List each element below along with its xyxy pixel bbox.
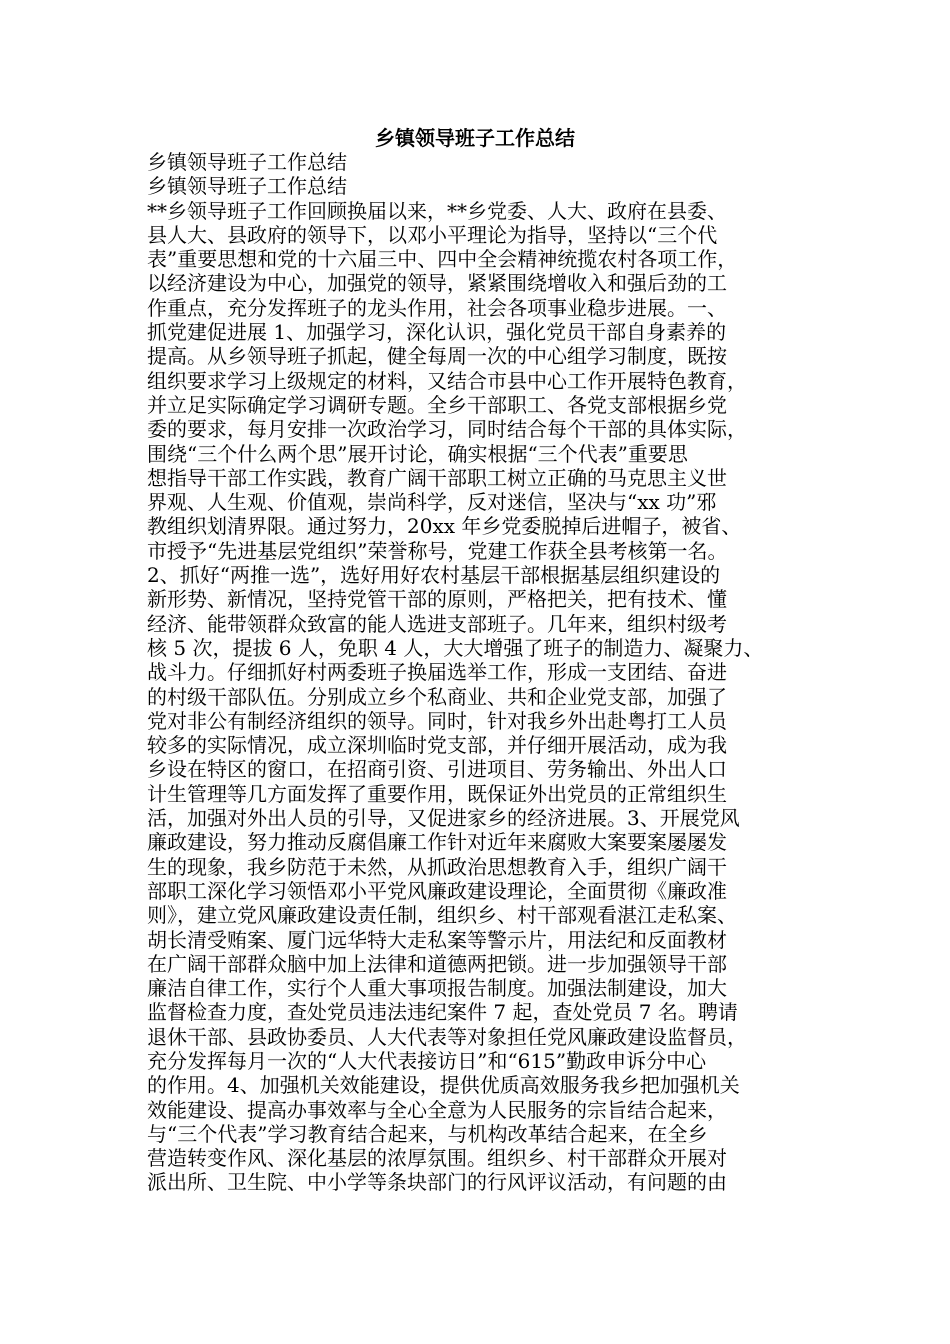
text-line: 县人大、县政府的领导下，以邓小平理论为指导，坚持以“三个代 [147,222,718,247]
text-line: 乡镇领导班子工作总结 [147,150,347,174]
text-line: 派出所、卫生院、中小学等条块部门的行风评议活动，有问题的由 [147,1170,727,1195]
text-line: 核 5 次，提拔 6 人，免职 4 人，大大增强了班子的制造力、凝聚力、 [147,635,764,660]
text-line: 效能建设、提高办事效率与全心全意为人民服务的宗旨结合起来， [147,1097,727,1122]
text-line: 提高。从乡领导班子抓起，健全每周一次的中心组学习制度，既按 [147,344,727,369]
text-line: 作重点，充分发挥班子的龙头作用，社会各项事业稳步进展。一、 [147,295,727,320]
text-line: 战斗力。仔细抓好村两委班子换届选举工作，形成一支团结、奋进 [147,660,727,685]
text-line: 围绕“三个什么两个思”展开讨论，确实根据“三个代表”重要思 [147,441,688,466]
text-line: 委的要求，每月安排一次政治学习，同时结合每个干部的具体实际， [147,417,747,442]
text-line: 充分发挥每月一次的“人大代表接访日”和“615”勤政申诉分中心 [147,1048,707,1073]
text-line: 经济、能带领群众致富的能人选进支部班子。几年来，组织村级考 [147,611,727,636]
text-line: 教组织划清界限。通过努力，20xx 年乡党委脱掉后进帽子，被省、 [147,514,742,539]
text-line: 新形势、新情况，坚持党管干部的原则，严格把关，把有技术、懂 [147,587,727,612]
text-line: 想指导干部工作实践，教育广阔干部职工树立正确的马克思主义世 [147,465,727,490]
text-line: 与“三个代表”学习教育结合起来，与机构改革结合起来，在全乡 [147,1121,708,1146]
text-line: 廉洁自律工作，实行个人重大事项报告制度。加强法制建设，加大 [147,976,727,1001]
text-line: 活，加强对外出人员的引导，又促进家乡的经济进展。3、开展党风 [147,806,740,831]
text-line: 的村级干部队伍。分别成立乡个私商业、共和企业党支部，加强了 [147,684,727,709]
text-line: 在广阔干部群众脑中加上法律和道德两把锁。进一步加强领导干部 [147,951,727,976]
text-line: 以经济建设为中心，加强党的领导，紧紧围绕增收入和强后劲的工 [147,271,727,296]
text-line: 表”重要思想和党的十六届三中、四中全会精神统揽农村各项工作， [147,247,738,272]
text-line: 乡镇领导班子工作总结 [147,174,347,199]
text-line: 退休干部、县政协委员、人大代表等对象担任党风廉政建设监督员， [147,1024,747,1049]
text-line: 监督检查力度，查处党员违法违纪案件 7 起，查处党员 7 名。聘请 [147,1000,738,1025]
text-line: 组织要求学习上级规定的材料，又结合市县中心工作开展特色教育， [147,368,747,393]
text-line: 廉政建设，努力推动反腐倡廉工作针对近年来腐败大案要案屡屡发 [147,830,727,855]
text-line: 则》，建立党风廉政建设责任制，组织乡、村干部观看湛江走私案、 [147,903,737,928]
text-line: 党对非公有制经济组织的领导。同时，针对我乡外出赴粤打工人员 [147,708,727,733]
text-line: 生的现象，我乡防范于未然，从抓政治思想教育入手，组织广阔干 [147,854,727,879]
text-line: 营造转变作风、深化基层的浓厚氛围。组织乡、村干部群众开展对 [147,1146,727,1171]
text-line: 计生管理等几方面发挥了重要作用，既保证外出党员的正常组织生 [147,781,727,806]
text-line: 2、抓好“两推一选”，选好用好农村基层干部根据基层组织建设的 [147,563,721,588]
text-line: 界观、人生观、价值观，崇尚科学，反对迷信，坚决与“xx 功”邪 [147,490,717,515]
document-title: 乡镇领导班子工作总结 [375,126,575,150]
text-line: 市授予“先进基层党组织”荣誉称号，党建工作获全县考核第一名。 [147,538,728,563]
text-line: **乡领导班子工作回顾换届以来，**乡党委、人大、政府在县委、 [147,198,727,223]
text-line: 乡设在特区的窗口，在招商引资、引进项目、劳务输出、外出人口 [147,757,727,782]
text-line: 较多的实际情况，成立深圳临时党支部，并仔细开展活动，成为我 [147,733,727,758]
text-line: 抓党建促进展 1、加强学习，深化认识，强化党员干部自身素养的 [147,320,727,345]
document-body [147,150,807,1195]
text-line: 的作用。4、加强机关效能建设，提供优质高效服务我乡把加强机关 [147,1073,740,1098]
text-line: 部职工深化学习领悟邓小平党风廉政建设理论，全面贯彻《廉政准 [147,878,727,903]
text-line: 并立足实际确定学习调研专题。全乡干部职工、各党支部根据乡党 [147,392,727,417]
text-line: 胡长清受贿案、厦门远华特大走私案等警示片，用法纪和反面教材 [147,927,727,952]
